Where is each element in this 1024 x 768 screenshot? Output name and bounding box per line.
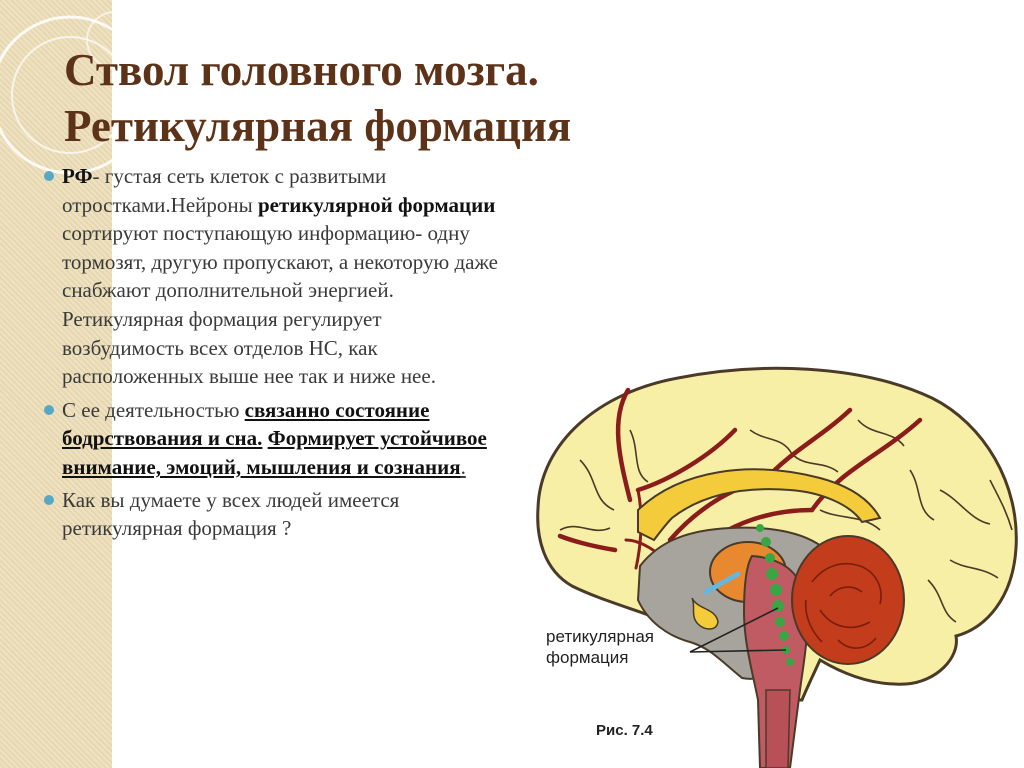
bullet-text: сортируют поступающую информацию- одну тормозят, другую пропускают, а некоторую даже снабжают дополнительной энергией. Ретикулярная формация регулирует возбудимость всех отделов НС, как расположенных выше нее так и ниже нее. [62,221,499,389]
bullet-text: . [460,454,466,479]
term-rf: РФ [62,164,93,188]
page-title [64,42,824,154]
emphasis-sleep: связанно состояние бодрствования и сна. [62,397,430,451]
bullet-item [40,162,502,391]
bullet-text: - густая сеть клеток с развитыми отростками.Нейроны [62,164,387,217]
brain-diagram [520,360,1024,768]
cerebellum [792,536,904,664]
bullet-dot-icon [44,405,54,415]
bullet-dot-icon [44,171,54,181]
bullet-item [40,396,502,482]
label-line-1: ретикулярная [546,627,655,646]
label-line-2: формация [546,648,629,667]
figure-caption: Рис. 7.4 [596,722,653,739]
term-reticular: ретикулярной формации [257,192,496,217]
reticular-formation-label [546,626,654,668]
bullet-text: Как вы думаете у всех людей имеется ретикулярная формация ? [62,487,400,541]
emphasis-attention: Формирует устойчивое внимание, эмоций, мышления и сознания [62,426,487,479]
bullet-dot-icon [44,495,54,505]
title-line-1: Ствол головного мозга. [64,45,539,95]
bullet-text: С ее деятельностью [62,397,245,422]
bullet-item [40,486,502,543]
title-line-2: Ретикулярная формация [64,101,572,151]
text-body [40,162,502,543]
